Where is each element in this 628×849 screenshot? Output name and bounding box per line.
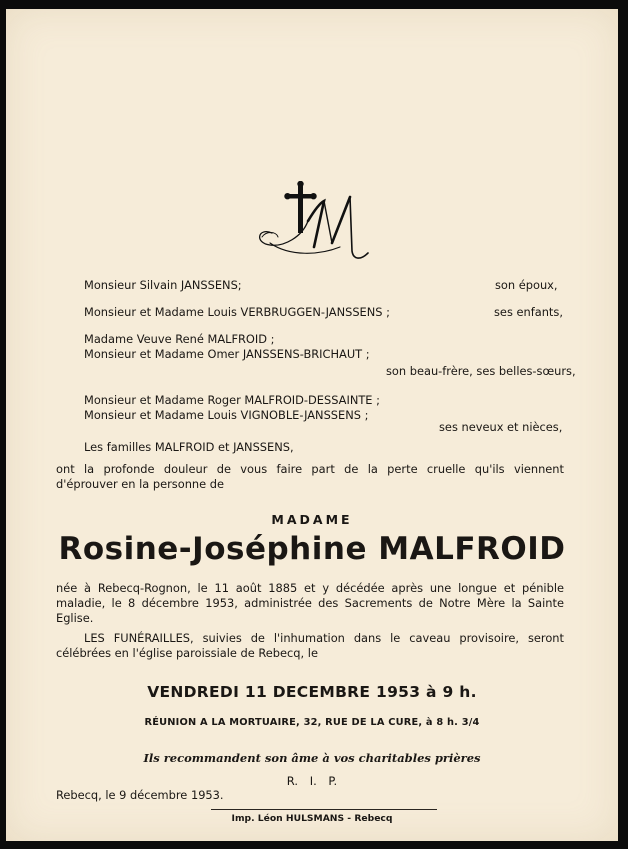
family-name: Monsieur et Madame Omer JANSSENS-BRICHAUT ; [84, 347, 370, 361]
rip: R. I. P. [286, 774, 338, 788]
deceased-name: Rosine-Joséphine MALFROID [58, 531, 566, 567]
family-name: Monsieur et Madame Louis VIGNOBLE-JANSSENS ; [84, 408, 369, 422]
bio-line: Eglise. [56, 611, 94, 625]
funeral-line: LES FUNÉRAILLES, suivies de l'inhumation dans le caveau provisoire, seront [84, 631, 564, 645]
cross-monogram-icon [250, 181, 374, 271]
family-name: Les familles MALFROID et JANSSENS, [84, 440, 294, 454]
intro-line: ont la profonde douleur de vous faire part de la perte cruelle qu'ils viennent [56, 462, 564, 476]
family-name: Monsieur Silvain JANSSENS; [84, 278, 242, 292]
family-role: ses neveux et nièces, [439, 420, 563, 434]
place-date: Rebecq, le 9 décembre 1953. [56, 788, 224, 802]
funeral-date: VENDREDI 11 DECEMBRE 1953 à 9 h. [147, 683, 477, 701]
reunion-note: RÉUNION A LA MORTUAIRE, 32, RUE DE LA CURE, à 8 h. 3/4 [144, 717, 480, 728]
deceased-title: MADAME [271, 512, 353, 527]
printer-credit: Imp. Léon HULSMANS - Rebecq [231, 813, 393, 824]
family-role: ses enfants, [494, 305, 563, 319]
funeral-line: célébrées en l'église paroissiale de Rebecq, le [56, 646, 318, 660]
divider [211, 809, 437, 810]
family-name: Madame Veuve René MALFROID ; [84, 332, 275, 346]
family-name: Monsieur et Madame Louis VERBRUGGEN-JANSSENS ; [84, 305, 390, 319]
recommendation: Ils recommandent son âme à vos charitables prières [143, 751, 481, 765]
intro-line: d'éprouver en la personne de [56, 477, 225, 491]
family-role: son beau-frère, ses belles-sœurs, [386, 364, 576, 378]
family-name: Monsieur et Madame Roger MALFROID-DESSAINTE ; [84, 393, 380, 407]
memorial-card [6, 9, 618, 841]
bio-line: née à Rebecq-Rognon, le 11 août 1885 et y décédée après une longue et pénible [56, 581, 564, 595]
family-role: son époux, [495, 278, 558, 292]
bio-line: maladie, le 8 décembre 1953, administrée des Sacrements de Notre Mère la Sainte [56, 596, 564, 610]
